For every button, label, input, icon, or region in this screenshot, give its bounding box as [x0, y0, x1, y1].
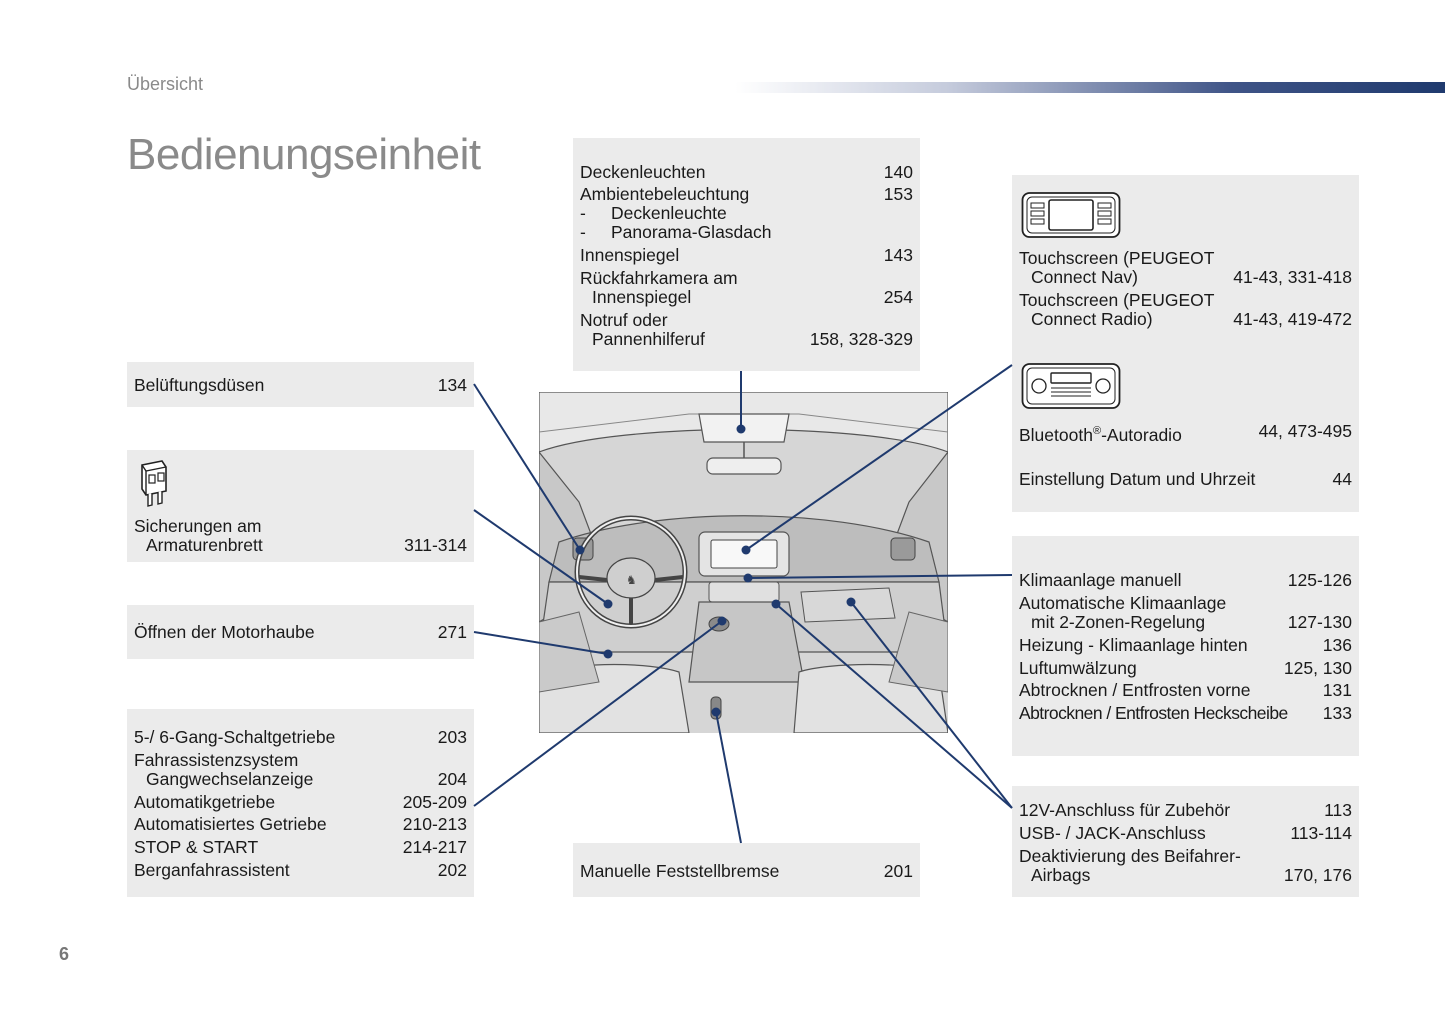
item-label: Automatisiertes Getriebe	[134, 814, 327, 834]
radio-unit-icon	[1021, 362, 1121, 410]
item-page: 136	[1322, 635, 1352, 655]
item-label: Innenspiegel	[592, 287, 692, 307]
item-label: Automatikgetriebe	[134, 792, 276, 812]
item-label-main: Bluetooth	[1019, 424, 1093, 445]
item-page: 133	[1322, 703, 1352, 723]
item-page: 158, 328-329	[809, 329, 913, 349]
item-page: 41-43, 419-472	[1233, 309, 1352, 329]
item-page: 205-209	[402, 792, 467, 812]
item-dash: -	[580, 203, 586, 223]
item-label: Heizung - Klimaanlage hinten	[1019, 635, 1248, 655]
item-page: 201	[883, 861, 913, 881]
section-label: Übersicht	[127, 74, 204, 94]
item-page: 271	[437, 622, 467, 642]
item-label: Deckenleuchten	[580, 162, 706, 182]
item-page: 204	[437, 769, 467, 789]
item-page: 113-114	[1290, 823, 1352, 843]
item-label: Notruf oder	[580, 310, 668, 330]
item-label: Touchscreen (PEUGEOT	[1019, 248, 1215, 268]
item-label: Berganfahrassistent	[134, 860, 290, 880]
vents-box	[127, 362, 474, 407]
item-label: mit 2-Zonen-Regelung	[1031, 612, 1206, 632]
item-page: 44, 473-495	[1258, 421, 1352, 441]
item-page: 143	[883, 245, 913, 265]
item-label: Ambientebeleuchtung	[580, 184, 750, 204]
item-label-suffix: -Autoradio	[1101, 424, 1182, 445]
item-page: 127-130	[1287, 612, 1352, 632]
item-page: 254	[883, 287, 913, 307]
item-label: Klimaanlage manuell	[1019, 570, 1182, 590]
item-label: 12V-Anschluss für Zubehör	[1019, 800, 1231, 820]
item-page: 125, 130	[1283, 658, 1352, 678]
item-page: 134	[437, 375, 467, 395]
item-label: Abtrocknen / Entfrosten vorne	[1019, 680, 1251, 700]
gearbox-box	[127, 709, 474, 897]
item-page: 113	[1324, 800, 1352, 820]
item-label: Automatische Klimaanlage	[1019, 593, 1227, 613]
item-label: Deaktivierung des Beifahrer-	[1019, 846, 1241, 866]
multimedia-box	[1012, 175, 1359, 512]
dashboard-illustration	[539, 392, 948, 733]
item-page: 311-314	[404, 535, 467, 555]
item-label: Manuelle Feststellbremse	[580, 861, 780, 881]
item-label	[1019, 421, 1182, 445]
header-gradient-bar	[735, 82, 1445, 93]
item-label: Öffnen der Motorhaube	[134, 622, 315, 642]
item-label: Belüftungsdüsen	[134, 375, 265, 395]
item-label: USB- / JACK-Anschluss	[1019, 823, 1206, 843]
item-label: Touchscreen (PEUGEOT	[1019, 290, 1215, 310]
item-page: 214-217	[402, 837, 467, 857]
registered-mark: ®	[1092, 425, 1102, 437]
sockets-box	[1012, 786, 1359, 897]
item-label: Pannenhilferuf	[592, 329, 705, 349]
item-label: 5-/ 6-Gang-Schaltgetriebe	[134, 727, 336, 747]
svg-text:♞: ♞	[626, 573, 637, 587]
item-label: Airbags	[1031, 865, 1091, 885]
item-label: Connect Radio)	[1031, 309, 1153, 329]
handbrake-box	[573, 843, 920, 897]
item-page: 170, 176	[1283, 865, 1352, 885]
fuse-icon	[136, 459, 170, 509]
item-label: Sicherungen am	[134, 516, 262, 536]
ceiling-box	[573, 138, 920, 371]
item-label: Gangwechselanzeige	[146, 769, 314, 789]
item-page: 202	[437, 860, 467, 880]
item-label: Connect Nav)	[1031, 267, 1138, 287]
item-label: Innenspiegel	[580, 245, 680, 265]
item-label: STOP & START	[134, 837, 259, 857]
item-label: Luftumwälzung	[1019, 658, 1137, 678]
item-page: 153	[883, 184, 913, 204]
item-page: 203	[437, 727, 467, 747]
page-number: 6	[59, 944, 70, 964]
item-page: 131	[1322, 680, 1352, 700]
item-label: Deckenleuchte	[611, 203, 727, 223]
item-label: Armaturenbrett	[146, 535, 263, 555]
item-label: Rückfahrkamera am	[580, 268, 738, 288]
item-label: Abtrocknen / Entfrosten Heckscheibe	[1019, 703, 1288, 723]
item-label: Panorama-Glasdach	[611, 222, 772, 242]
climate-box	[1012, 536, 1359, 756]
touchscreen-unit-icon	[1021, 191, 1121, 239]
item-page: 140	[883, 162, 913, 182]
item-page: 210-213	[402, 814, 467, 834]
item-page: 125-126	[1287, 570, 1352, 590]
bonnet-box	[127, 605, 474, 659]
page-title: Bedienungseinheit	[127, 130, 481, 179]
item-label: Fahrassistenzsystem	[134, 750, 299, 770]
item-label: Einstellung Datum und Uhrzeit	[1019, 469, 1256, 489]
item-page: 44	[1332, 469, 1352, 489]
item-page: 41-43, 331-418	[1233, 267, 1352, 287]
fuses-box	[127, 450, 474, 562]
item-dash: -	[580, 222, 586, 242]
